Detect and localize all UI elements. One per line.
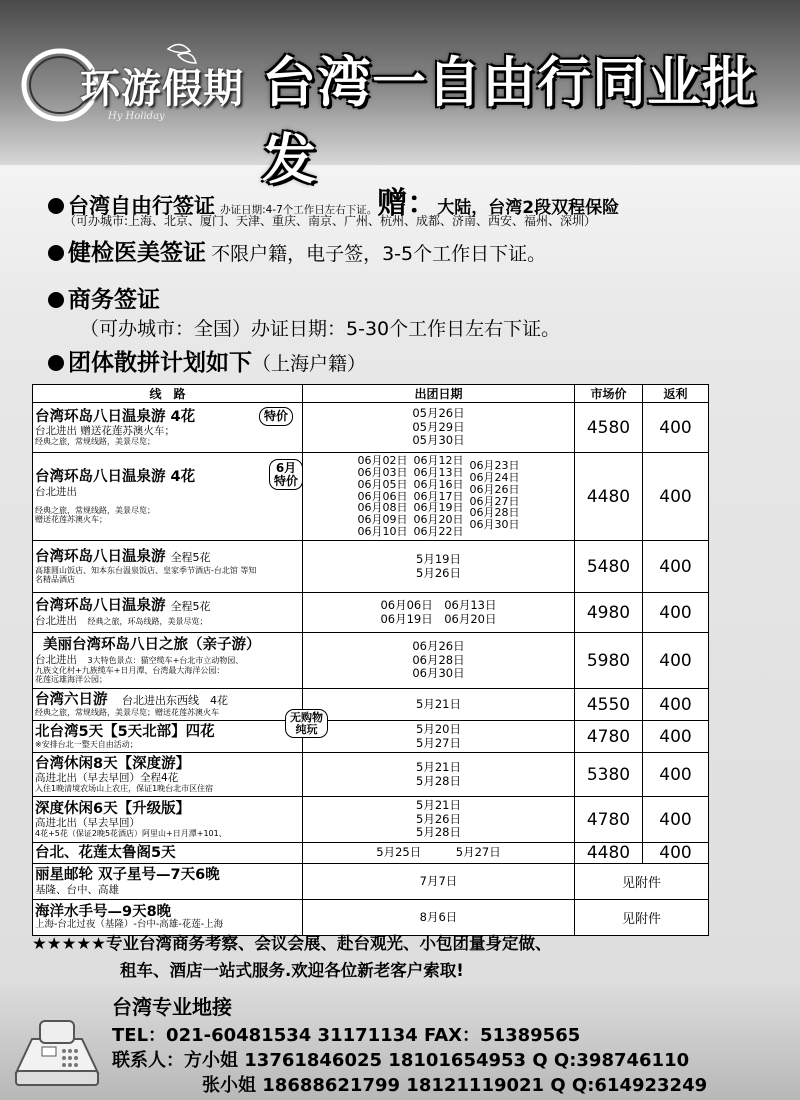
group-note: （上海户籍）	[252, 353, 367, 375]
route-name-text: 台湾环岛八日温泉游	[35, 548, 166, 565]
phone-icon	[12, 1015, 102, 1090]
date: 06月13日	[413, 465, 464, 479]
date: 06月03日	[357, 465, 408, 479]
route-sub: 上海-台北过夜（基隆）-台中-高雄-花莲-上海	[35, 919, 224, 931]
date: 5月28日	[416, 773, 461, 788]
date: 06月28日	[412, 652, 465, 667]
route-name	[35, 598, 300, 615]
table-row	[33, 403, 709, 453]
date: 5月21日	[416, 696, 461, 711]
headline: 台湾一自由行同业批发	[262, 51, 757, 191]
contact-person-2: 张小姐 18688621799 18121119021 Q Q:614923249	[202, 1075, 708, 1096]
route-name-suffix: 全程5花	[170, 600, 211, 614]
route-name	[35, 549, 300, 566]
contact-title: 台湾专业地接	[112, 995, 232, 1019]
route-sub: 台北进出	[35, 485, 77, 498]
date: 06月26日	[412, 638, 465, 653]
rebate-cell: 400	[643, 541, 709, 593]
contact-tel: TEL：021-60481534 31171134 FAX：51389565	[112, 1025, 581, 1046]
price-cell: 4480	[575, 843, 643, 864]
date: 06月26日	[469, 482, 520, 496]
route-cell	[33, 593, 303, 633]
route-cell	[33, 797, 303, 843]
price-cell: 5980	[575, 633, 643, 689]
dates-cell	[303, 541, 575, 593]
badge-special: 特价	[259, 407, 293, 426]
tour-table	[32, 384, 709, 936]
rebate-cell: 400	[643, 633, 709, 689]
date: 06月23日	[469, 458, 520, 472]
rebate-cell: 400	[643, 593, 709, 633]
route-sub: 台北进出 赠送花莲苏澳火车；	[35, 425, 175, 438]
price-cell: 5380	[575, 753, 643, 797]
route-name-text: 台湾环岛八日温泉游	[35, 598, 166, 615]
table-row	[33, 864, 709, 900]
dates-cell	[303, 689, 575, 721]
route-cell	[33, 453, 303, 541]
price-cell: 5480	[575, 541, 643, 593]
business-title: 商务签证	[68, 287, 160, 313]
route-note: 入住1晚清境农场山上农庄，保证1晚台北市区住宿	[35, 784, 214, 794]
bullet-icon	[48, 355, 64, 371]
table-row	[33, 593, 709, 633]
route-name-suffix: 台北进出东西线 4花	[122, 693, 228, 707]
route-name: 丽星邮轮 双子星号—7天6晚	[35, 867, 220, 884]
header-rebate: 返利	[643, 385, 709, 403]
date: 06月06日	[357, 489, 408, 503]
rebate-cell: 400	[643, 797, 709, 843]
table-row	[33, 689, 709, 721]
date: 06月06日 06月13日	[380, 597, 497, 612]
price-cell: 4550	[575, 689, 643, 721]
route-note: 4花+5花（保证2晚5花酒店）阿里山+日月潭+101、	[35, 829, 227, 839]
date: 5月26日	[416, 811, 461, 826]
route-name: 北台湾5天【5天北部】四花	[35, 723, 215, 740]
table-row	[33, 843, 709, 864]
date: 06月05日	[357, 477, 408, 491]
price-cell: 4980	[575, 593, 643, 633]
brand-name: 环游假期	[80, 65, 244, 112]
brand-logo	[18, 35, 248, 135]
dates-column	[470, 455, 520, 531]
bullet-icon	[48, 198, 64, 214]
route-note: 经典之旅，常规线路，美景尽览；	[35, 505, 155, 515]
route-note: ※安排台北一整天自由活动；	[35, 740, 138, 750]
rebate-cell: 400	[643, 453, 709, 541]
header	[0, 0, 800, 191]
dates-cell	[303, 753, 575, 797]
bullet-icon	[48, 292, 64, 308]
date: 7月7日	[419, 873, 458, 888]
route-sub-text: 台北进出	[35, 653, 77, 666]
date: 06月12日	[413, 453, 464, 467]
date: 06月19日 06月20日	[380, 611, 497, 626]
route-cell	[33, 633, 303, 689]
route-note: 名精品酒店	[35, 574, 75, 584]
date: 5月21日	[416, 759, 461, 774]
dates-cell	[303, 721, 575, 753]
date: 06月09日	[357, 513, 408, 527]
header-route: 线 路	[33, 385, 303, 403]
route-name-suffix: 全程5花	[170, 550, 211, 564]
date: 06月02日	[357, 453, 408, 467]
dates-cell	[303, 403, 575, 453]
services-text	[32, 930, 708, 984]
table-row	[33, 797, 709, 843]
medical-note: 不限户籍，电子签，3-5个工作日下证。	[211, 243, 547, 265]
route-note: 经典之旅，常规线路，美景尽览；赠送花莲苏澳火车	[35, 708, 219, 718]
date: 5月19日	[416, 551, 461, 566]
route-name: 美丽台湾环岛八日之旅（亲子游）	[43, 636, 261, 653]
date: 06月17日	[413, 489, 464, 503]
route-sub: 基隆、台中、高雄	[35, 883, 119, 896]
badge-no-shopping: 无购物 纯玩	[285, 709, 328, 738]
badge-june-special: 6月 特价	[269, 459, 303, 490]
route-cell	[33, 843, 303, 864]
services-banner	[32, 930, 708, 984]
dates-column	[358, 455, 408, 538]
date: 05月30日	[412, 433, 465, 448]
route-name: 深度休闲6天【升级版】	[35, 800, 191, 817]
route-sub	[35, 654, 300, 666]
date: 5月21日	[416, 797, 461, 812]
route-cell	[33, 864, 303, 900]
price-merged-cell: 见附件	[575, 864, 709, 900]
dates-cell	[303, 633, 575, 689]
visa-cities: （可办城市:上海、北京、厦门、天津、重庆、南京、广州、杭州、成都、济南、西安、福州、深圳）	[64, 214, 597, 228]
dates-cell	[303, 864, 575, 900]
gift-label: 赠：	[377, 186, 438, 221]
services-line-1: ★★★★★专业台湾商务考察、会议会展、赴台观光、小包团量身定做、	[32, 934, 552, 953]
table-row	[33, 721, 709, 753]
route-name: 台北、花莲太鲁阁5天	[35, 844, 176, 861]
route-cell	[33, 541, 303, 593]
route-cell	[33, 403, 303, 453]
dates-column	[414, 455, 464, 538]
date: 06月28日	[469, 506, 520, 520]
route-cell	[33, 721, 303, 753]
medical-line	[48, 234, 546, 267]
price-cell: 4780	[575, 797, 643, 843]
date: 06月20日	[413, 513, 464, 527]
route-name: 海洋水手号—9天8晚	[35, 903, 172, 920]
date: 05月26日	[412, 405, 465, 420]
table-row	[33, 753, 709, 797]
visa-title: 台湾自由行签证	[68, 194, 215, 218]
visa-note: 办证日期:4-7个工作日左右下证。	[220, 204, 378, 216]
rebate-cell: 400	[643, 689, 709, 721]
route-sub: 高进北出（早去早回）	[35, 817, 140, 830]
dates-cell	[303, 453, 575, 541]
date: 5月20日	[416, 721, 461, 736]
table-row	[33, 541, 709, 593]
price-merged-cell: 见附件	[575, 900, 709, 936]
date: 5月25日 5月27日	[376, 845, 501, 860]
dates-cell	[303, 797, 575, 843]
dates-cell	[303, 593, 575, 633]
route-note: 赠送花莲苏澳火车；	[35, 514, 107, 524]
date: 5月26日	[416, 565, 461, 580]
route-sub-note: 经典之旅，环岛线路，美景尽览；	[87, 616, 208, 626]
contact-panel	[0, 985, 800, 1100]
date: 06月30日	[469, 518, 520, 532]
group-line	[48, 344, 366, 377]
date: 8月6日	[419, 909, 458, 924]
date: 05月29日	[412, 419, 465, 434]
price-cell: 4580	[575, 403, 643, 453]
date: 06月22日	[413, 525, 464, 539]
date: 5月27日	[416, 735, 461, 750]
rebate-cell: 400	[643, 721, 709, 753]
route-name-text: 台湾六日游	[35, 691, 108, 708]
route-name: 台湾环岛八日温泉游 4花	[35, 408, 196, 425]
date: 06月30日	[412, 666, 465, 681]
dates-cell	[303, 843, 575, 864]
services-line-2: 租车、酒店一站式服务.欢迎各位新老客户索取!	[120, 961, 464, 980]
contact-person-1: 联系人：方小姐 13761846025 18101654953 Q Q:398746110	[112, 1050, 690, 1071]
route-sub: 高进北出（早去早回）全程4花	[35, 772, 179, 785]
date: 5月28日	[416, 825, 461, 840]
route-sub-text: 台北进出	[35, 614, 77, 627]
brand-subtitle: Hy Holiday	[108, 111, 165, 122]
date: 06月27日	[469, 494, 520, 508]
route-name: 台湾休闲8天【深度游】	[35, 755, 191, 772]
group-title: 团体散拼计划如下	[68, 350, 252, 376]
price-cell: 4480	[575, 453, 643, 541]
date: 06月24日	[469, 470, 520, 484]
header-dates: 出团日期	[303, 385, 575, 403]
price-cell: 4780	[575, 721, 643, 753]
route-name: 台湾环岛八日温泉游 4花	[35, 468, 196, 485]
business-note: （可办城市：全国）办证日期：5-30个工作日左右下证。	[80, 318, 561, 340]
table-row	[33, 633, 709, 689]
route-name	[35, 692, 300, 709]
header-price: 市场价	[575, 385, 643, 403]
route-sub	[35, 615, 300, 627]
date: 06月08日	[357, 501, 408, 515]
bullet-icon	[48, 245, 64, 261]
route-note: 经典之旅，常规线路，美景尽览；	[35, 437, 155, 447]
route-note: 花莲远雄海洋公园；	[35, 674, 107, 684]
rebate-cell: 400	[643, 403, 709, 453]
table-header	[33, 385, 709, 403]
date: 06月19日	[413, 501, 464, 515]
route-sub-note: 3大特色景点：猫空缆车+台北市立动物园、	[87, 655, 244, 665]
rebate-cell: 400	[643, 843, 709, 864]
rebate-cell: 400	[643, 753, 709, 797]
route-cell	[33, 753, 303, 797]
medical-title: 健检医美签证	[68, 240, 206, 266]
route-note: 高雄圆山饭店、知本东台温泉饭店、皇家季节酒店-台北馆 等知	[35, 565, 257, 575]
route-note: 九族文化村+九族缆车+日月潭、台湾最大海洋公园：	[35, 665, 225, 675]
date: 06月10日	[357, 525, 408, 539]
gift-text: 大陆，台湾2段双程保险	[437, 198, 620, 218]
business-line	[48, 281, 160, 314]
table-row	[33, 453, 709, 541]
date: 06月16日	[413, 477, 464, 491]
